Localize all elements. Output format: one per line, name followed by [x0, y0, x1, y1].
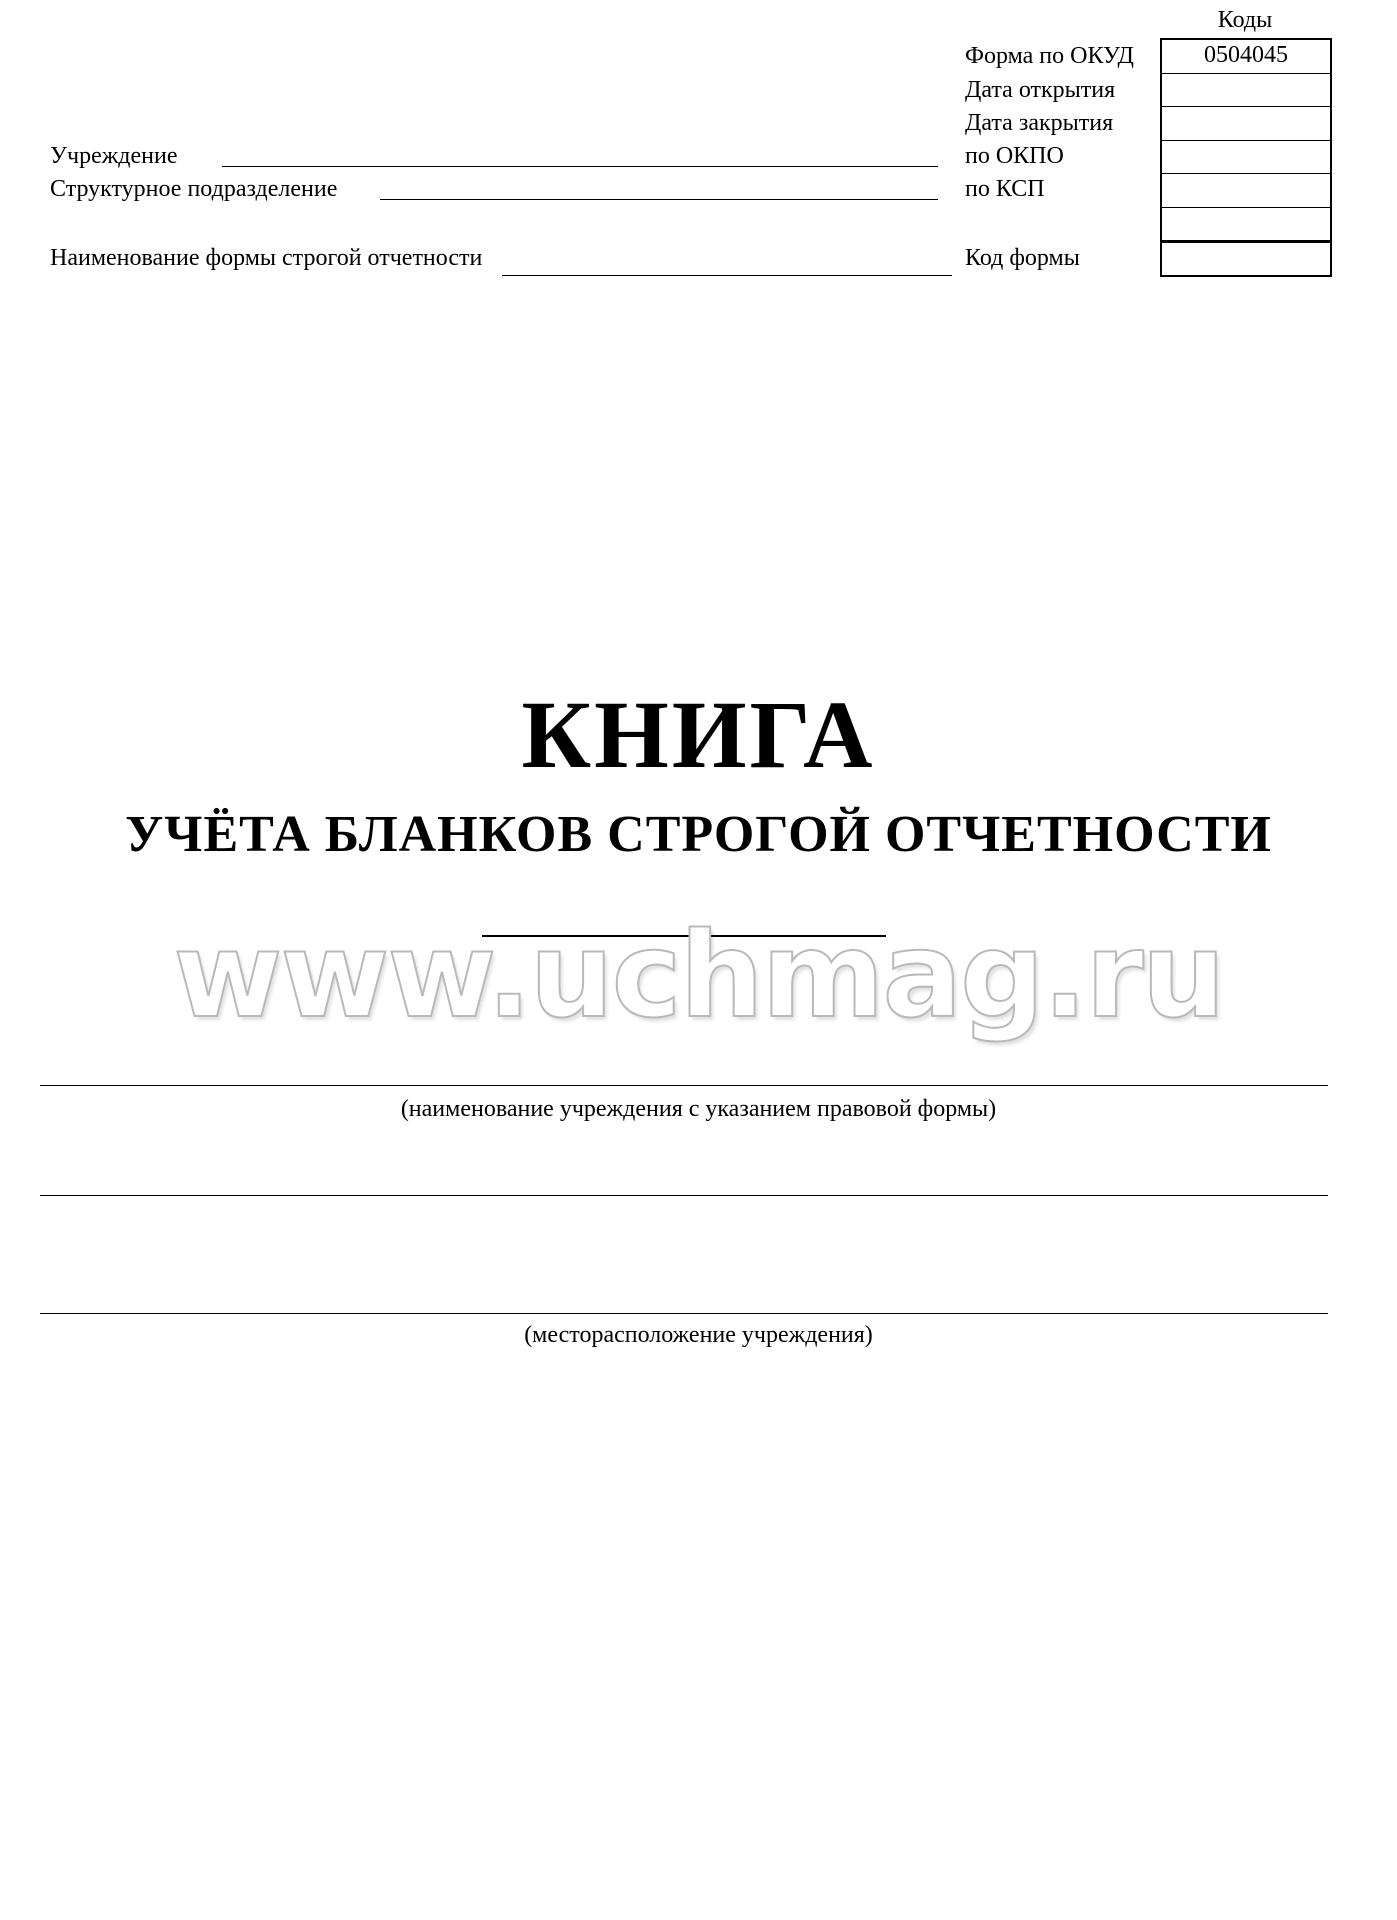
institution-field-line[interactable]	[222, 166, 938, 167]
okpo-label: по ОКПО	[965, 143, 1064, 169]
blank-code-cell[interactable]	[1162, 208, 1330, 242]
location-line[interactable]	[40, 1313, 1328, 1314]
okud-label: Форма по ОКУД	[965, 43, 1134, 69]
institution-name-caption: (наименование учреждения с указанием правовой формы)	[400, 1096, 997, 1122]
book-subtitle: УЧЁТА БЛАНКОВ СТРОГОЙ ОТЧЕТНОСТИ	[125, 806, 1272, 863]
codes-header: Коды	[1217, 7, 1273, 33]
location-caption: (месторасположение учреждения)	[524, 1322, 873, 1348]
institution-name-line-2[interactable]	[40, 1195, 1328, 1196]
form-code-cell[interactable]	[1162, 241, 1330, 275]
form-code-label: Код формы	[965, 245, 1080, 271]
form-name-label: Наименование формы строгой отчетности	[50, 245, 483, 271]
ksp-cell[interactable]	[1162, 174, 1330, 208]
codes-table	[1160, 38, 1332, 277]
watermark: www.uchmag.ru	[173, 906, 1224, 1044]
institution-name-line[interactable]	[40, 1085, 1328, 1086]
close-date-cell[interactable]	[1162, 107, 1330, 141]
institution-label: Учреждение	[50, 143, 178, 169]
open-date-cell[interactable]	[1162, 74, 1330, 108]
book-title: КНИГА	[521, 681, 876, 788]
form-name-field-line[interactable]	[502, 275, 952, 276]
department-label: Структурное подразделение	[50, 176, 338, 202]
okpo-cell[interactable]	[1162, 141, 1330, 175]
okud-code-cell[interactable]: 0504045	[1162, 40, 1330, 74]
ksp-label: по КСП	[965, 176, 1045, 202]
department-field-line[interactable]	[380, 199, 938, 200]
open-date-label: Дата открытия	[965, 77, 1116, 103]
close-date-label: Дата закрытия	[965, 110, 1114, 136]
